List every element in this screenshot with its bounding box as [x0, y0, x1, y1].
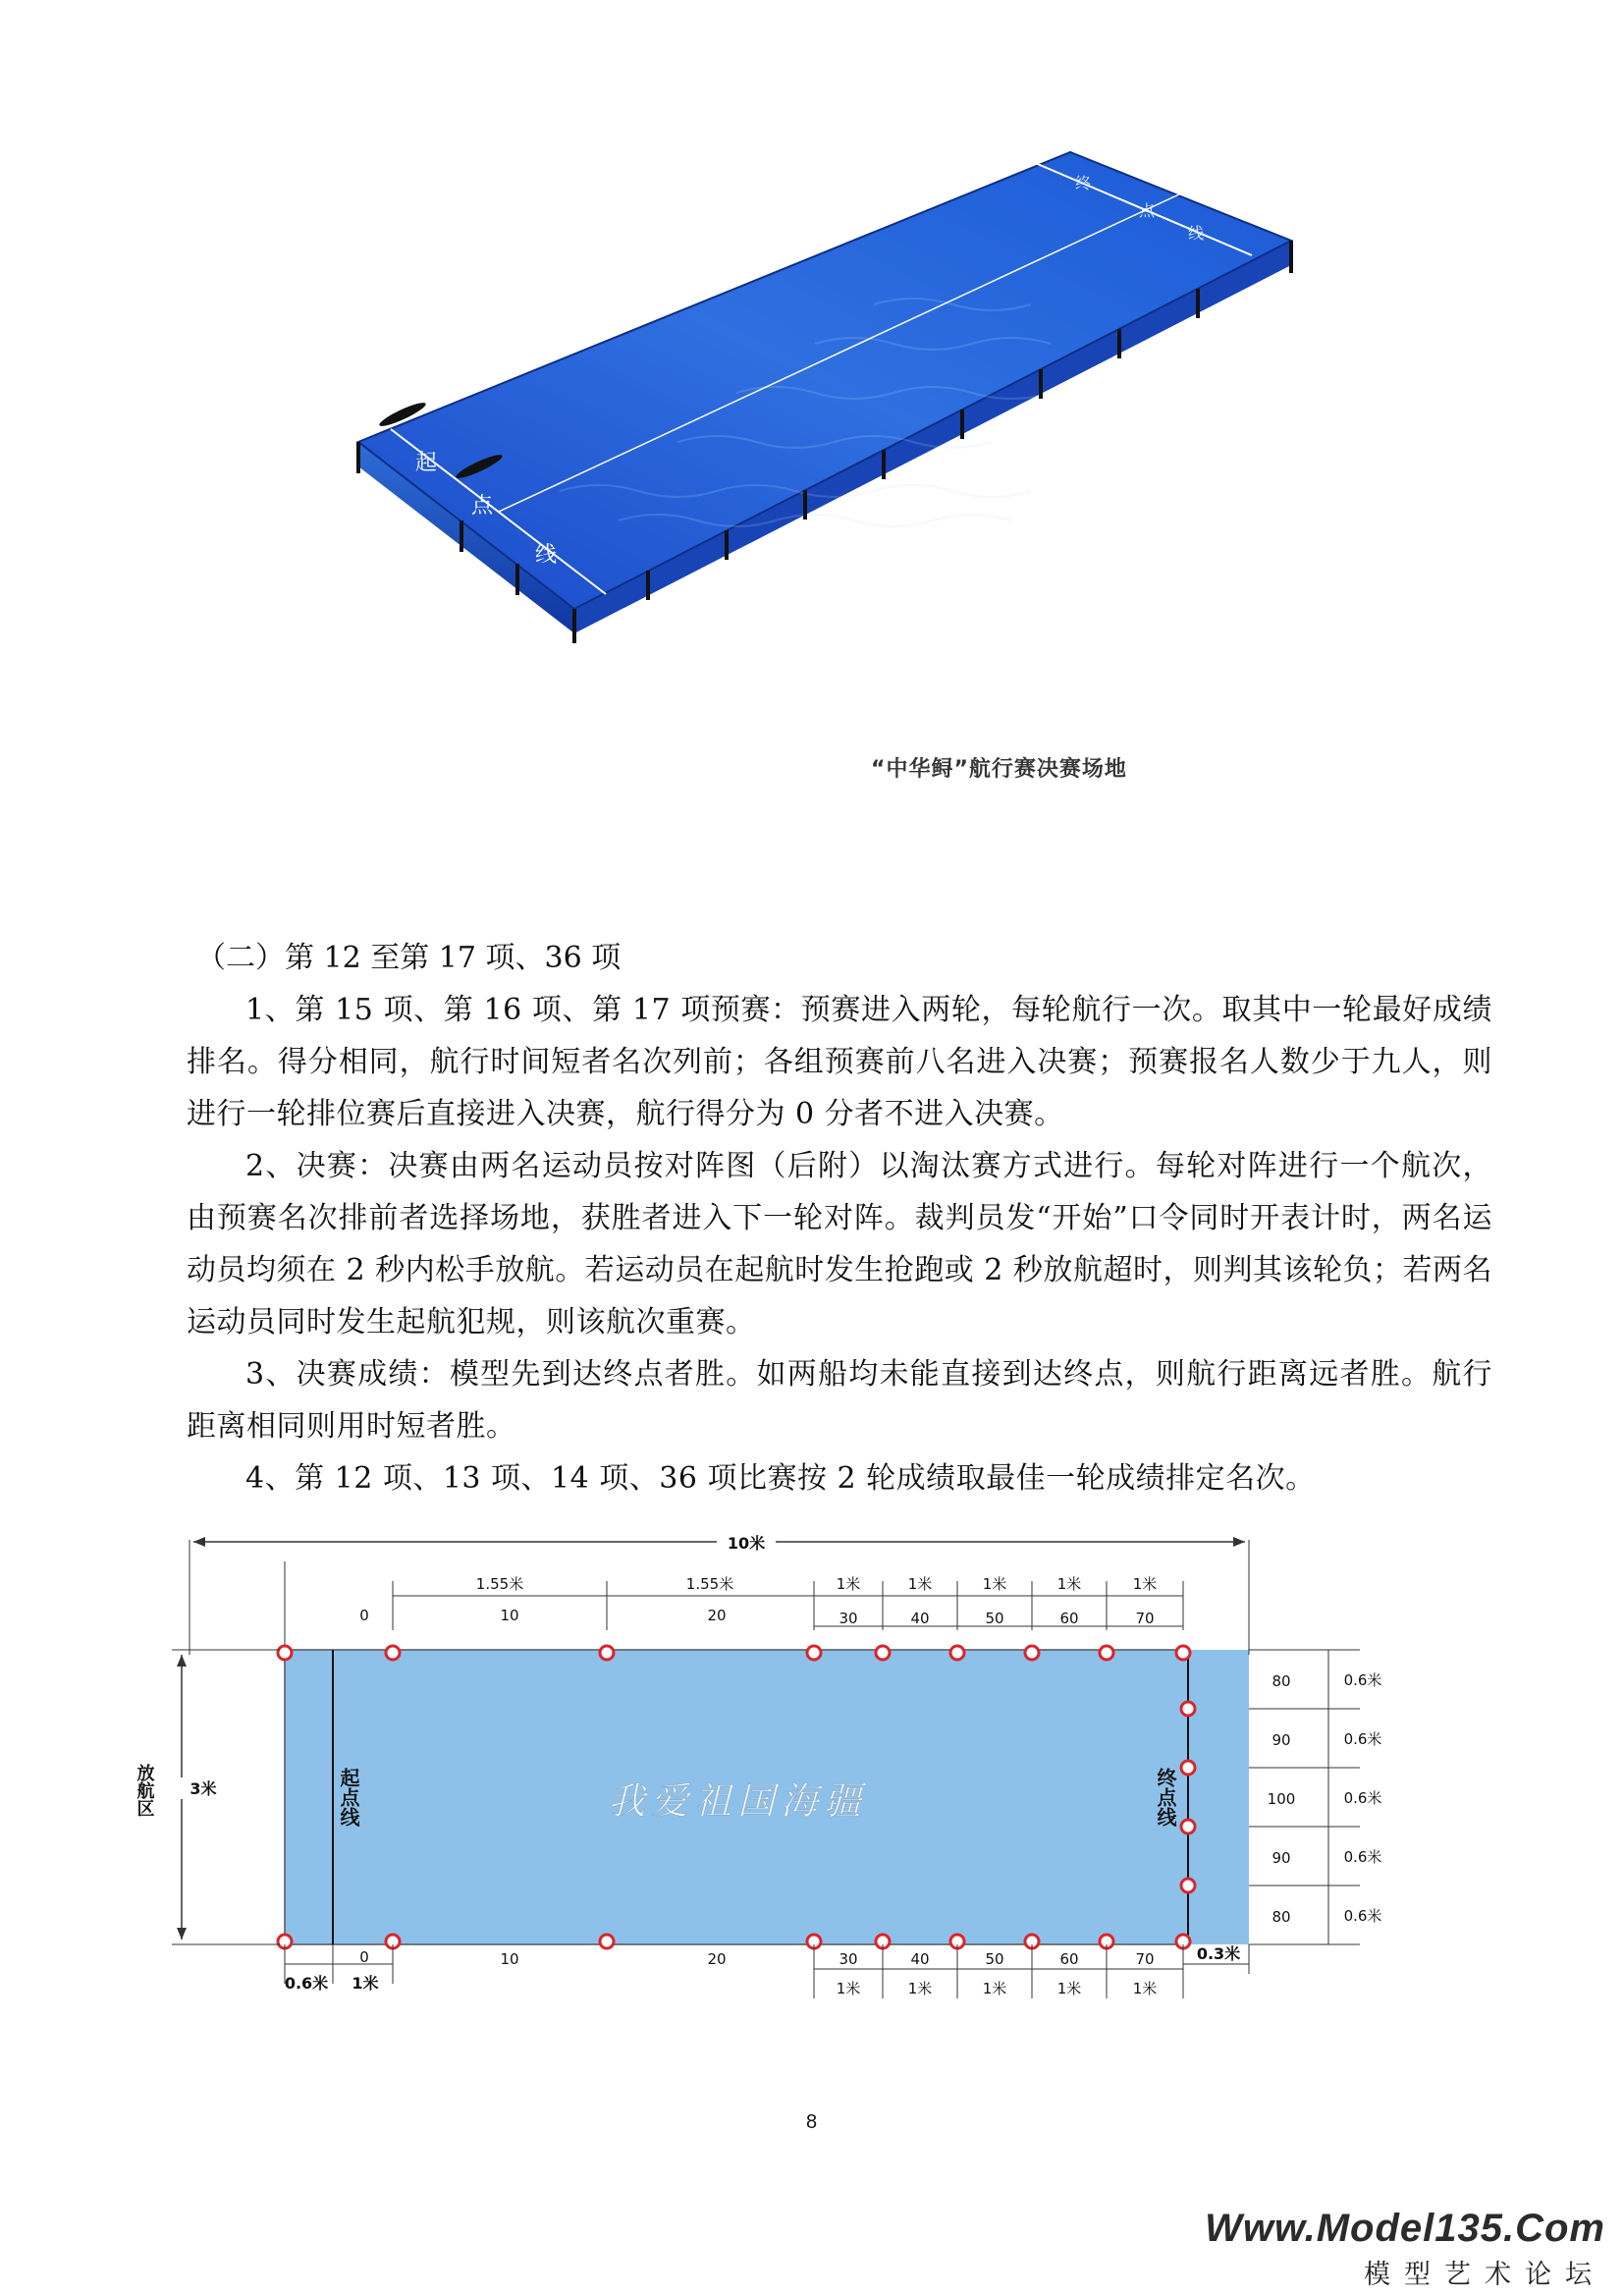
end-score-1: 80: [1271, 1672, 1291, 1690]
top-score-70: 70: [1135, 1610, 1155, 1627]
end-score-5: 80: [1271, 1908, 1291, 1926]
start-label-2: 点: [471, 494, 494, 519]
end-score-4: 90: [1271, 1849, 1291, 1867]
buoy-icon: [1176, 1646, 1190, 1660]
buoy-icon: [1100, 1646, 1113, 1660]
finish-label-3: 线: [1188, 224, 1205, 243]
buoy-icon: [1181, 1820, 1195, 1833]
buoy-icon: [950, 1646, 964, 1660]
buoy-icon: [807, 1646, 821, 1660]
photo-caption: “中华鲟”航行赛决赛场地: [871, 757, 1127, 782]
start-line-label: 起点线: [337, 1768, 360, 1827]
end-score-2: 90: [1271, 1731, 1291, 1749]
top-score-60: 60: [1059, 1610, 1079, 1627]
buoy-icon: [1181, 1761, 1195, 1775]
total-length-label: 10米: [727, 1534, 766, 1553]
bottom-score-40: 40: [910, 1950, 930, 1968]
end-width-2: 0.6米: [1343, 1730, 1382, 1748]
buoy-icon: [600, 1646, 614, 1660]
buoy-icon: [1181, 1702, 1195, 1716]
paragraph-3: 3、决赛成绩：模型先到达终点者胜。如两船均未能直接到达终点，则航行距离远者胜。航行距离相同则用时短者胜。: [187, 1357, 1492, 1444]
end-width-3: 0.6米: [1343, 1789, 1382, 1807]
end-score-3: 100: [1267, 1790, 1296, 1808]
bottom-distance-5: 1米: [1132, 1980, 1158, 1997]
page-number: 8: [805, 2111, 818, 2133]
buoy-icon: [386, 1646, 400, 1660]
top-distance-7: 1米: [1132, 1575, 1158, 1593]
bottom-score-60: 60: [1059, 1950, 1079, 1968]
bottom-score-50: 50: [985, 1950, 1004, 1968]
top-score-50: 50: [985, 1610, 1004, 1627]
end-gap-label: 0.3米: [1196, 1944, 1241, 1963]
buoy-icon: [1181, 1879, 1195, 1892]
bottom-score-20: 20: [707, 1950, 727, 1968]
pool-photo: [324, 174, 1316, 884]
pool-extension: [1188, 1650, 1249, 1944]
finish-label-1: 终: [1075, 174, 1092, 192]
end-width-1: 0.6米: [1343, 1671, 1382, 1689]
buoy-icon: [1025, 1646, 1039, 1660]
top-score-40: 40: [910, 1610, 930, 1627]
watermark-url: Www.Model135.Com: [1205, 2207, 1605, 2250]
paragraph-4: 4、第 12 项、13 项、14 项、36 项比赛按 2 轮成绩取最佳一轮成绩排定名次。: [245, 1461, 1316, 1496]
bottom-score-70: 70: [1135, 1950, 1155, 1968]
top-distance-1: 1.55米: [475, 1575, 524, 1593]
top-distance-5: 1米: [982, 1575, 1007, 1593]
first-gap-label: 1米: [352, 1974, 379, 1993]
bottom-distance-2: 1米: [907, 1980, 933, 1997]
watermark-subtitle: 模型艺术论坛: [1364, 2260, 1605, 2290]
top-distance-3: 1米: [836, 1575, 861, 1593]
width-label: 3米: [189, 1779, 217, 1798]
bottom-score-0: 0: [359, 1948, 369, 1966]
top-distance-6: 1米: [1056, 1575, 1082, 1593]
top-score-10: 10: [500, 1607, 519, 1624]
top-score-0: 0: [359, 1607, 369, 1624]
finish-line-label: 终点线: [1154, 1768, 1177, 1827]
buoy-icon: [600, 1935, 614, 1948]
course-diagram: [134, 1512, 1448, 2023]
end-width-4: 0.6米: [1343, 1848, 1382, 1866]
top-score-30: 30: [839, 1610, 858, 1627]
bottom-distance-3: 1米: [982, 1980, 1007, 1997]
bottom-score-30: 30: [839, 1950, 858, 1968]
finish-label-2: 点: [1139, 201, 1156, 220]
paragraph-2: 2、决赛：决赛由两名运动员按对阵图（后附）以淘汰赛方式进行。每轮对阵进行一个航次，由预赛名次排前者选择场地，获胜者进入下一轮对阵。裁判员发“开始”口令同时开表计时，两名运动员均须在 2 秒内松手放航。若运动员在起航时发生抢跑或 2 秒放航超时，则判其该轮负；若两名运动员同时发生起航犯规，则该航次重赛。: [187, 1149, 1492, 1339]
start-label-3: 线: [535, 543, 558, 568]
launch-depth-label: 0.6米: [284, 1974, 329, 1993]
bottom-score-10: 10: [500, 1950, 519, 1968]
center-slogan: 我爱祖国海疆: [607, 1779, 868, 1823]
end-width-5: 0.6米: [1343, 1907, 1382, 1925]
paragraph-1: 1、第 15 项、第 16 项、第 17 项预赛：预赛进入两轮，每轮航行一次。取其中一轮最好成绩排名。得分相同，航行时间短者名次列前；各组预赛前八名进入决赛；预赛报名人数少于九人，则进行一轮排位赛后直接进入决赛，航行得分为 0 分者不进入决赛。: [187, 993, 1492, 1131]
section-heading: （二）第 12 至第 17 项、36 项: [196, 941, 622, 975]
buoy-icon: [876, 1646, 890, 1660]
buoy-icon: [278, 1646, 292, 1660]
bottom-distance-1: 1米: [836, 1980, 861, 1997]
pool-water: [358, 152, 1291, 609]
rules-text: [187, 933, 1492, 1504]
watermark: [1205, 2207, 1605, 2291]
launch-zone-label: 放航区: [134, 1764, 155, 1817]
start-label-1: 起: [415, 451, 438, 475]
top-distance-4: 1米: [907, 1575, 933, 1593]
top-distance-2: 1.55米: [685, 1575, 734, 1593]
bottom-distance-4: 1米: [1056, 1980, 1082, 1997]
top-score-20: 20: [707, 1607, 727, 1624]
